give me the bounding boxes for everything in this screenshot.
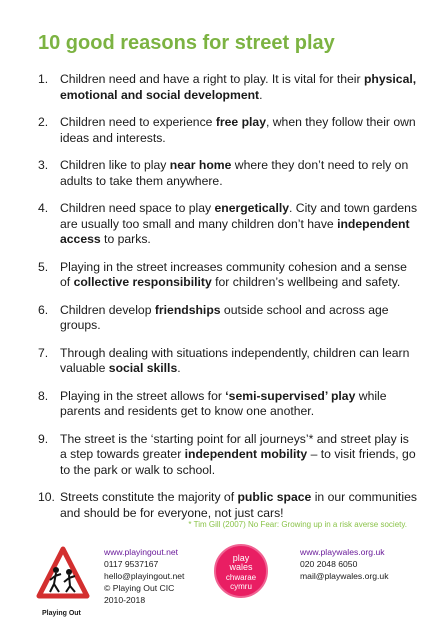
reason-text-segment: Through dealing with situations independently, children can learn valuable	[60, 345, 410, 375]
reason-number: 6.	[38, 302, 49, 317]
play-wales-logo-line-4: cymru	[230, 582, 252, 591]
reason-text	[60, 201, 418, 248]
footer	[0, 542, 445, 640]
reasons-list	[38, 72, 418, 533]
reason-text-segment: The street is the ‘starting point for all journeys’* and street play is a step towards greater	[60, 431, 409, 461]
reason-emphasis: ‘semi-supervised’ play	[225, 388, 356, 403]
reason-text-segment: where they don’t need to rely on adults to take them anywhere.	[60, 158, 409, 188]
reason-text-segment: , when they follow their own ideas and interests.	[60, 115, 416, 145]
reason-emphasis: free play	[215, 115, 266, 129]
reason-emphasis: social skills	[108, 361, 178, 375]
playing-out-phone: 0117 9537167	[104, 559, 159, 569]
reason-item	[38, 201, 418, 248]
reason-number: 5.	[38, 259, 49, 274]
reason-item	[38, 389, 418, 420]
play-wales-website-link[interactable]: www.playwales.org.uk	[300, 547, 385, 557]
reason-item	[38, 72, 418, 103]
reason-text-segment: in our communities and should be for everyone, not just cars!	[60, 490, 417, 520]
reason-emphasis: near home	[169, 158, 232, 172]
reason-emphasis: friendships	[154, 302, 221, 317]
reason-number: 2.	[38, 115, 49, 129]
reason-number: 10.	[38, 490, 55, 504]
reason-text	[60, 389, 418, 420]
reason-item	[38, 490, 418, 521]
playing-out-website-link[interactable]: www.playingout.net	[104, 547, 179, 557]
reason-text-segment: Children like to play	[60, 158, 170, 172]
reason-number: 7.	[38, 345, 49, 360]
reason-item	[38, 346, 418, 377]
play-wales-logo-icon	[212, 542, 270, 600]
page-title: 10 good reasons for street play	[38, 32, 335, 54]
reason-text-segment: .	[177, 361, 181, 375]
play-wales-logo	[212, 542, 270, 600]
playing-out-email[interactable]: hello@playingout.net	[104, 571, 185, 581]
reason-emphasis: independent access	[60, 216, 410, 246]
playing-out-logo	[36, 546, 90, 616]
reason-item	[38, 432, 418, 479]
reason-number: 8.	[38, 388, 49, 403]
reason-item	[38, 260, 418, 291]
reason-number: 9.	[38, 431, 49, 446]
reason-text-segment: – to visit friends, go to the park or walk to school.	[60, 447, 416, 477]
play-wales-logo-line-2: wales	[229, 562, 253, 572]
reason-emphasis: physical, emotional and social development	[60, 72, 417, 102]
reason-text-segment: Children need to experience	[60, 115, 216, 129]
warning-sign-icon	[36, 546, 90, 608]
reason-item	[38, 115, 418, 146]
reason-text-segment: Playing in the street allows for	[60, 388, 226, 403]
reason-number: 4.	[38, 201, 49, 215]
reason-emphasis: public space	[237, 490, 312, 504]
reason-item	[38, 158, 418, 189]
playing-out-logo-text: Playing Out	[42, 610, 81, 617]
reason-text-segment: Streets constitute the majority of	[60, 490, 238, 504]
playing-out-years: 2010-2018	[104, 595, 146, 605]
reason-text-segment: while parents and residents get to know one another.	[60, 388, 387, 418]
reason-text	[60, 260, 418, 291]
reason-text-segment: outside school and across age groups.	[60, 302, 389, 332]
reason-text-segment: . City and town gardens are usually too small and many children don’t have	[60, 201, 418, 231]
playing-out-copyright: © Playing Out CIC	[104, 583, 175, 593]
reason-text-segment: to parks.	[100, 232, 151, 246]
reason-text-segment: Children develop	[60, 302, 155, 317]
reason-number: 3.	[38, 158, 49, 172]
reason-item	[38, 303, 418, 334]
reason-emphasis: collective responsibility	[73, 275, 212, 289]
reason-text-segment: Playing in the street increases community cohesion and a sense of	[60, 259, 407, 289]
reason-text	[60, 490, 418, 521]
reason-text-segment: Children need space to play	[60, 201, 215, 215]
reason-text	[60, 346, 418, 377]
play-wales-logo-line-3: chwarae	[225, 573, 257, 582]
reason-text-segment: .	[259, 87, 263, 102]
play-wales-contact	[300, 546, 389, 582]
footnote: * Tim Gill (2007) No Fear: Growing up in a risk averse society.	[188, 520, 407, 529]
reason-text	[60, 432, 418, 479]
reason-emphasis: independent mobility	[184, 447, 308, 461]
play-wales-phone: 020 2048 6050	[300, 559, 358, 569]
reason-emphasis: energetically	[214, 201, 290, 215]
reason-text	[60, 72, 418, 103]
reason-text-segment: for children’s wellbeing and safety.	[211, 275, 401, 289]
reason-number: 1.	[38, 72, 49, 86]
reason-text	[60, 303, 418, 334]
play-wales-logo-line-1: play	[232, 553, 250, 563]
play-wales-email[interactable]: mail@playwales.org.uk	[300, 571, 389, 581]
playing-out-contact	[104, 546, 184, 606]
reason-text	[60, 115, 418, 146]
reason-text	[60, 158, 418, 189]
reason-text-segment: Children need and have a right to play. It is vital for their	[60, 72, 364, 86]
